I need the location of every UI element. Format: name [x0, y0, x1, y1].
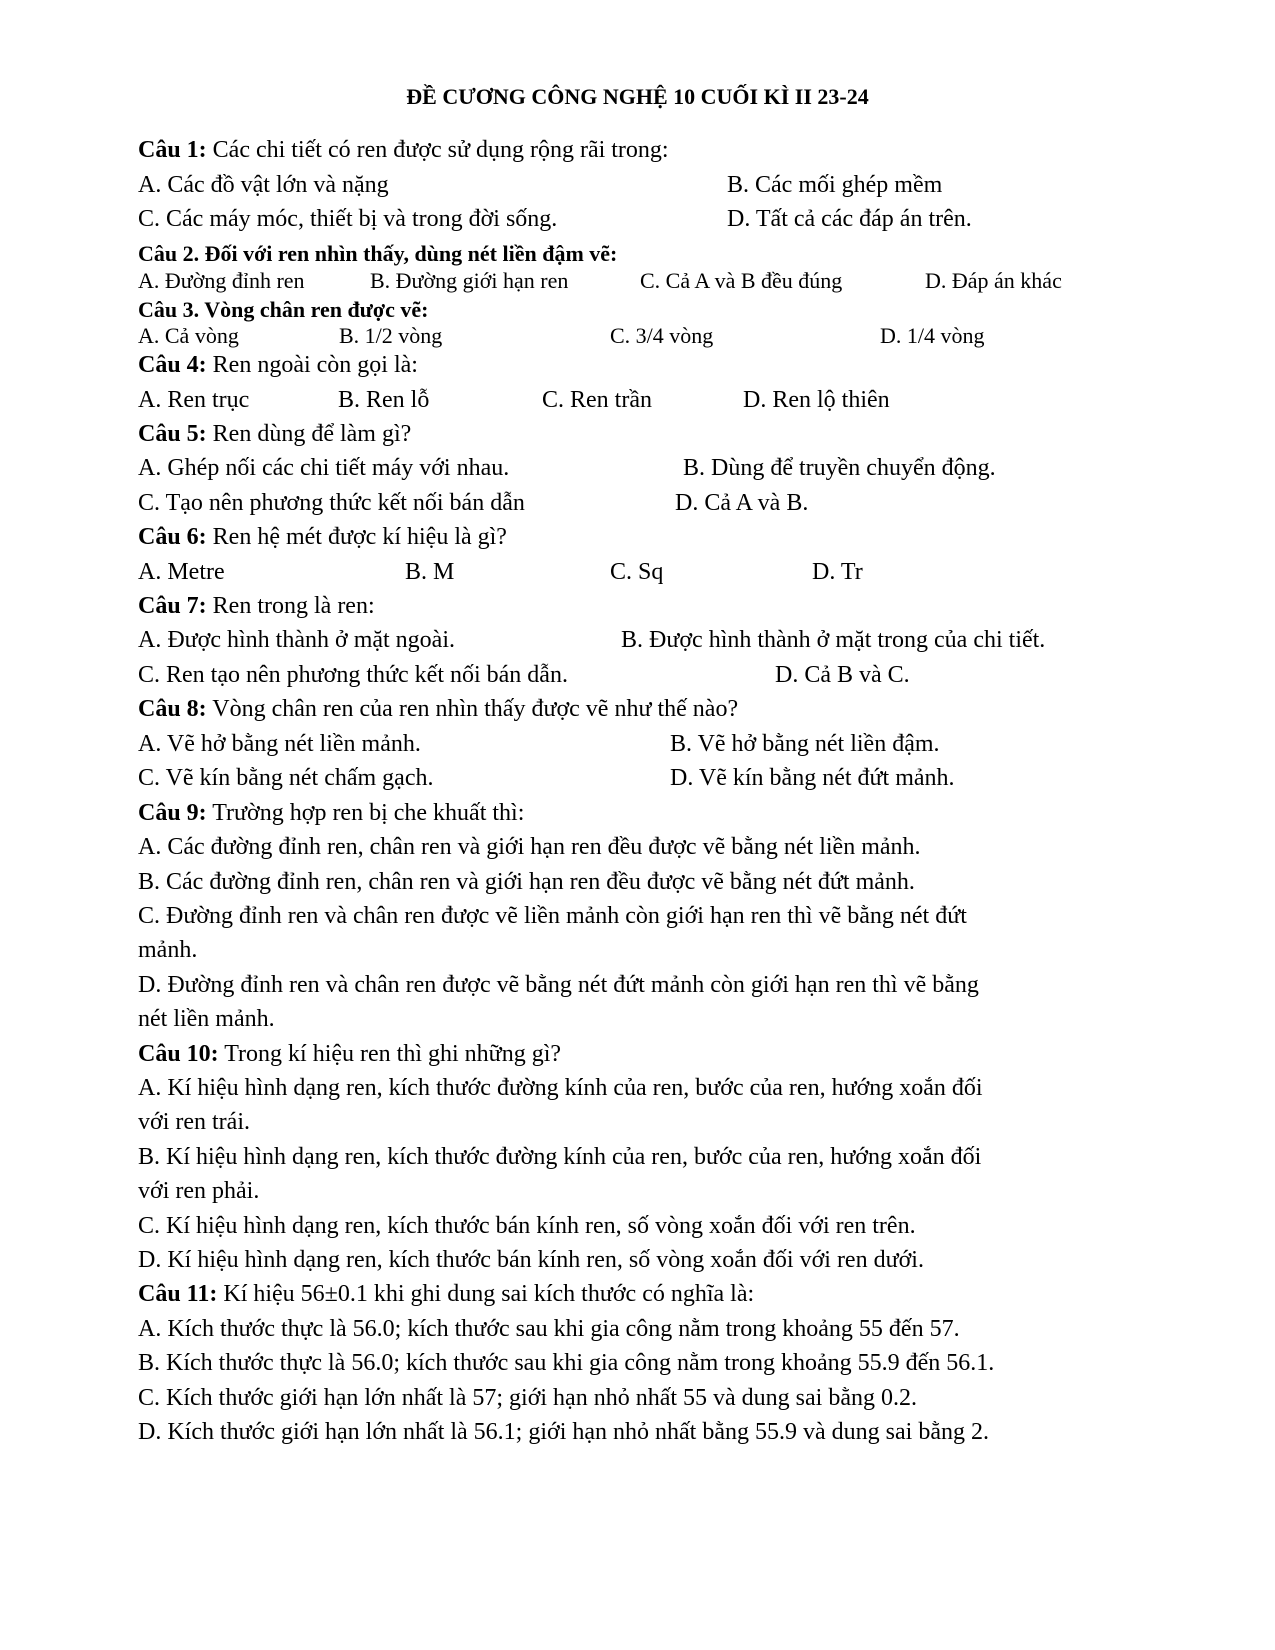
answer-option: D. Đường đỉnh ren và chân ren được vẽ bằng nét đứt mảnh còn giới hạn ren thì vẽ bằng	[138, 972, 979, 998]
answer-option: B. Kí hiệu hình dạng ren, kích thước đường kính của ren, bước của ren, hướng xoắn đối	[138, 1144, 982, 1170]
answer-option-continuation: nét liền mảnh.	[138, 1006, 275, 1032]
question-text: Các chi tiết có ren được sử dụng rộng rãi trong:	[206, 137, 669, 163]
answer-option: C. Vẽ kín bằng nét chấm gạch.	[138, 765, 434, 791]
answer-option: C. Kích thước giới hạn lớn nhất là 57; giới hạn nhỏ nhất 55 và dung sai bằng 0.2.	[138, 1385, 917, 1411]
answer-option: D. Cả B và C.	[775, 662, 910, 688]
answer-option: B. Các đường đỉnh ren, chân ren và giới hạn ren đều được vẽ bằng nét đứt mảnh.	[138, 869, 915, 895]
answer-option: B. M	[405, 559, 455, 585]
question-label: Câu 2. Đối với ren nhìn thấy, dùng nét liền đậm vẽ:	[138, 241, 618, 266]
question-10	[138, 1041, 561, 1068]
question-6	[138, 524, 507, 551]
answer-option: A. Vẽ hở bằng nét liền mảnh.	[138, 731, 421, 757]
answer-option: A. Kích thước thực là 56.0; kích thước sau khi gia công nằm trong khoảng 55 đến 57.	[138, 1316, 960, 1342]
answer-option: C. 3/4 vòng	[610, 323, 714, 348]
answer-option: B. Dùng để truyền chuyển động.	[683, 455, 996, 481]
question-label: Câu 11:	[138, 1281, 218, 1307]
answer-option: A. Ren trục	[138, 387, 250, 413]
answer-option: B. Đường giới hạn ren	[370, 268, 569, 293]
answer-option: D. Kí hiệu hình dạng ren, kích thước bán kính ren, số vòng xoắn đối với ren dưới.	[138, 1247, 924, 1273]
question-text: Trong kí hiệu ren thì ghi những gì?	[218, 1041, 562, 1067]
answer-option: B. Ren lỗ	[338, 387, 430, 413]
answer-option: A. Các đường đỉnh ren, chân ren và giới hạn ren đều được vẽ bằng nét liền mảnh.	[138, 834, 921, 860]
answer-option: C. Sq	[610, 559, 664, 585]
question-text: Kí hiệu 56±0.1 khi ghi dung sai kích thước có nghĩa là:	[217, 1281, 755, 1307]
answer-option: D. 1/4 vòng	[880, 323, 985, 348]
answer-option: A. Metre	[138, 559, 225, 585]
question-label: Câu 9:	[138, 800, 207, 826]
answer-option: B. 1/2 vòng	[339, 323, 443, 348]
question-5	[138, 421, 411, 448]
answer-option: A. Được hình thành ở mặt ngoài.	[138, 627, 456, 653]
question-11	[138, 1281, 754, 1308]
answer-option: D. Ren lộ thiên	[743, 387, 890, 413]
question-label: Câu 3. Vòng chân ren được vẽ:	[138, 297, 429, 322]
answer-option: D. Tr	[812, 559, 863, 585]
answer-option: C. Tạo nên phương thức kết nối bán dẫn	[138, 490, 525, 516]
answer-option: D. Tất cả các đáp án trên.	[727, 206, 972, 232]
question-label: Câu 5:	[138, 421, 207, 447]
answer-option: B. Các mối ghép mềm	[727, 172, 943, 198]
question-9	[138, 800, 524, 827]
answer-option: D. Cả A và B.	[675, 490, 809, 516]
question-text: Ren dùng để làm gì?	[206, 421, 412, 447]
answer-option: B. Vẽ hở bằng nét liền đậm.	[670, 731, 940, 757]
answer-option-continuation: mảnh.	[138, 937, 198, 963]
answer-option: A. Cả vòng	[138, 323, 239, 348]
question-label: Câu 7:	[138, 593, 207, 619]
answer-option: A. Ghép nối các chi tiết máy với nhau.	[138, 455, 510, 481]
question-label: Câu 8:	[138, 696, 207, 722]
answer-option: D. Kích thước giới hạn lớn nhất là 56.1; giới hạn nhỏ nhất bằng 55.9 và dung sai bằng 2.	[138, 1419, 989, 1445]
answer-option: D. Đáp án khác	[925, 268, 1062, 293]
answer-option: A. Đường đỉnh ren	[138, 268, 305, 293]
question-label: Câu 4:	[138, 352, 207, 378]
answer-option: A. Các đồ vật lớn và nặng	[138, 172, 389, 198]
question-3	[138, 297, 428, 323]
question-7	[138, 593, 375, 620]
question-label: Câu 1:	[138, 137, 207, 163]
answer-option-continuation: với ren phải.	[138, 1178, 260, 1204]
question-label: Câu 10:	[138, 1041, 219, 1067]
question-2	[138, 241, 617, 267]
answer-option: C. Cả A và B đều đúng	[640, 268, 843, 293]
question-text: Ren ngoài còn gọi là:	[206, 352, 418, 378]
question-8	[138, 696, 738, 723]
question-label: Câu 6:	[138, 524, 207, 550]
answer-option: C. Các máy móc, thiết bị và trong đời sống.	[138, 206, 558, 232]
document-title: ĐỀ CƯƠNG CÔNG NGHỆ 10 CUỐI KÌ II 23-24	[406, 84, 869, 109]
question-4	[138, 352, 418, 379]
answer-option: C. Ren tạo nên phương thức kết nối bán dẫn.	[138, 662, 568, 688]
question-text: Ren hệ mét được kí hiệu là gì?	[206, 524, 507, 550]
question-1	[138, 137, 669, 164]
question-text: Trường hợp ren bị che khuất thì:	[206, 800, 525, 826]
answer-option-continuation: với ren trái.	[138, 1109, 250, 1135]
answer-option: B. Được hình thành ở mặt trong của chi tiết.	[621, 627, 1046, 653]
answer-option: C. Ren trần	[542, 387, 652, 413]
question-text: Vòng chân ren của ren nhìn thấy được vẽ như thế nào?	[206, 696, 739, 722]
answer-option: B. Kích thước thực là 56.0; kích thước sau khi gia công nằm trong khoảng 55.9 đến 56.1.	[138, 1350, 995, 1376]
question-text: Ren trong là ren:	[206, 593, 375, 619]
answer-option: A. Kí hiệu hình dạng ren, kích thước đường kính của ren, bước của ren, hướng xoắn đối	[138, 1075, 983, 1101]
answer-option: D. Vẽ kín bằng nét đứt mảnh.	[670, 765, 955, 791]
answer-option: C. Kí hiệu hình dạng ren, kích thước bán kính ren, số vòng xoắn đối với ren trên.	[138, 1213, 916, 1239]
answer-option: C. Đường đỉnh ren và chân ren được vẽ liền mảnh còn giới hạn ren thì vẽ bằng nét đứt	[138, 903, 967, 929]
